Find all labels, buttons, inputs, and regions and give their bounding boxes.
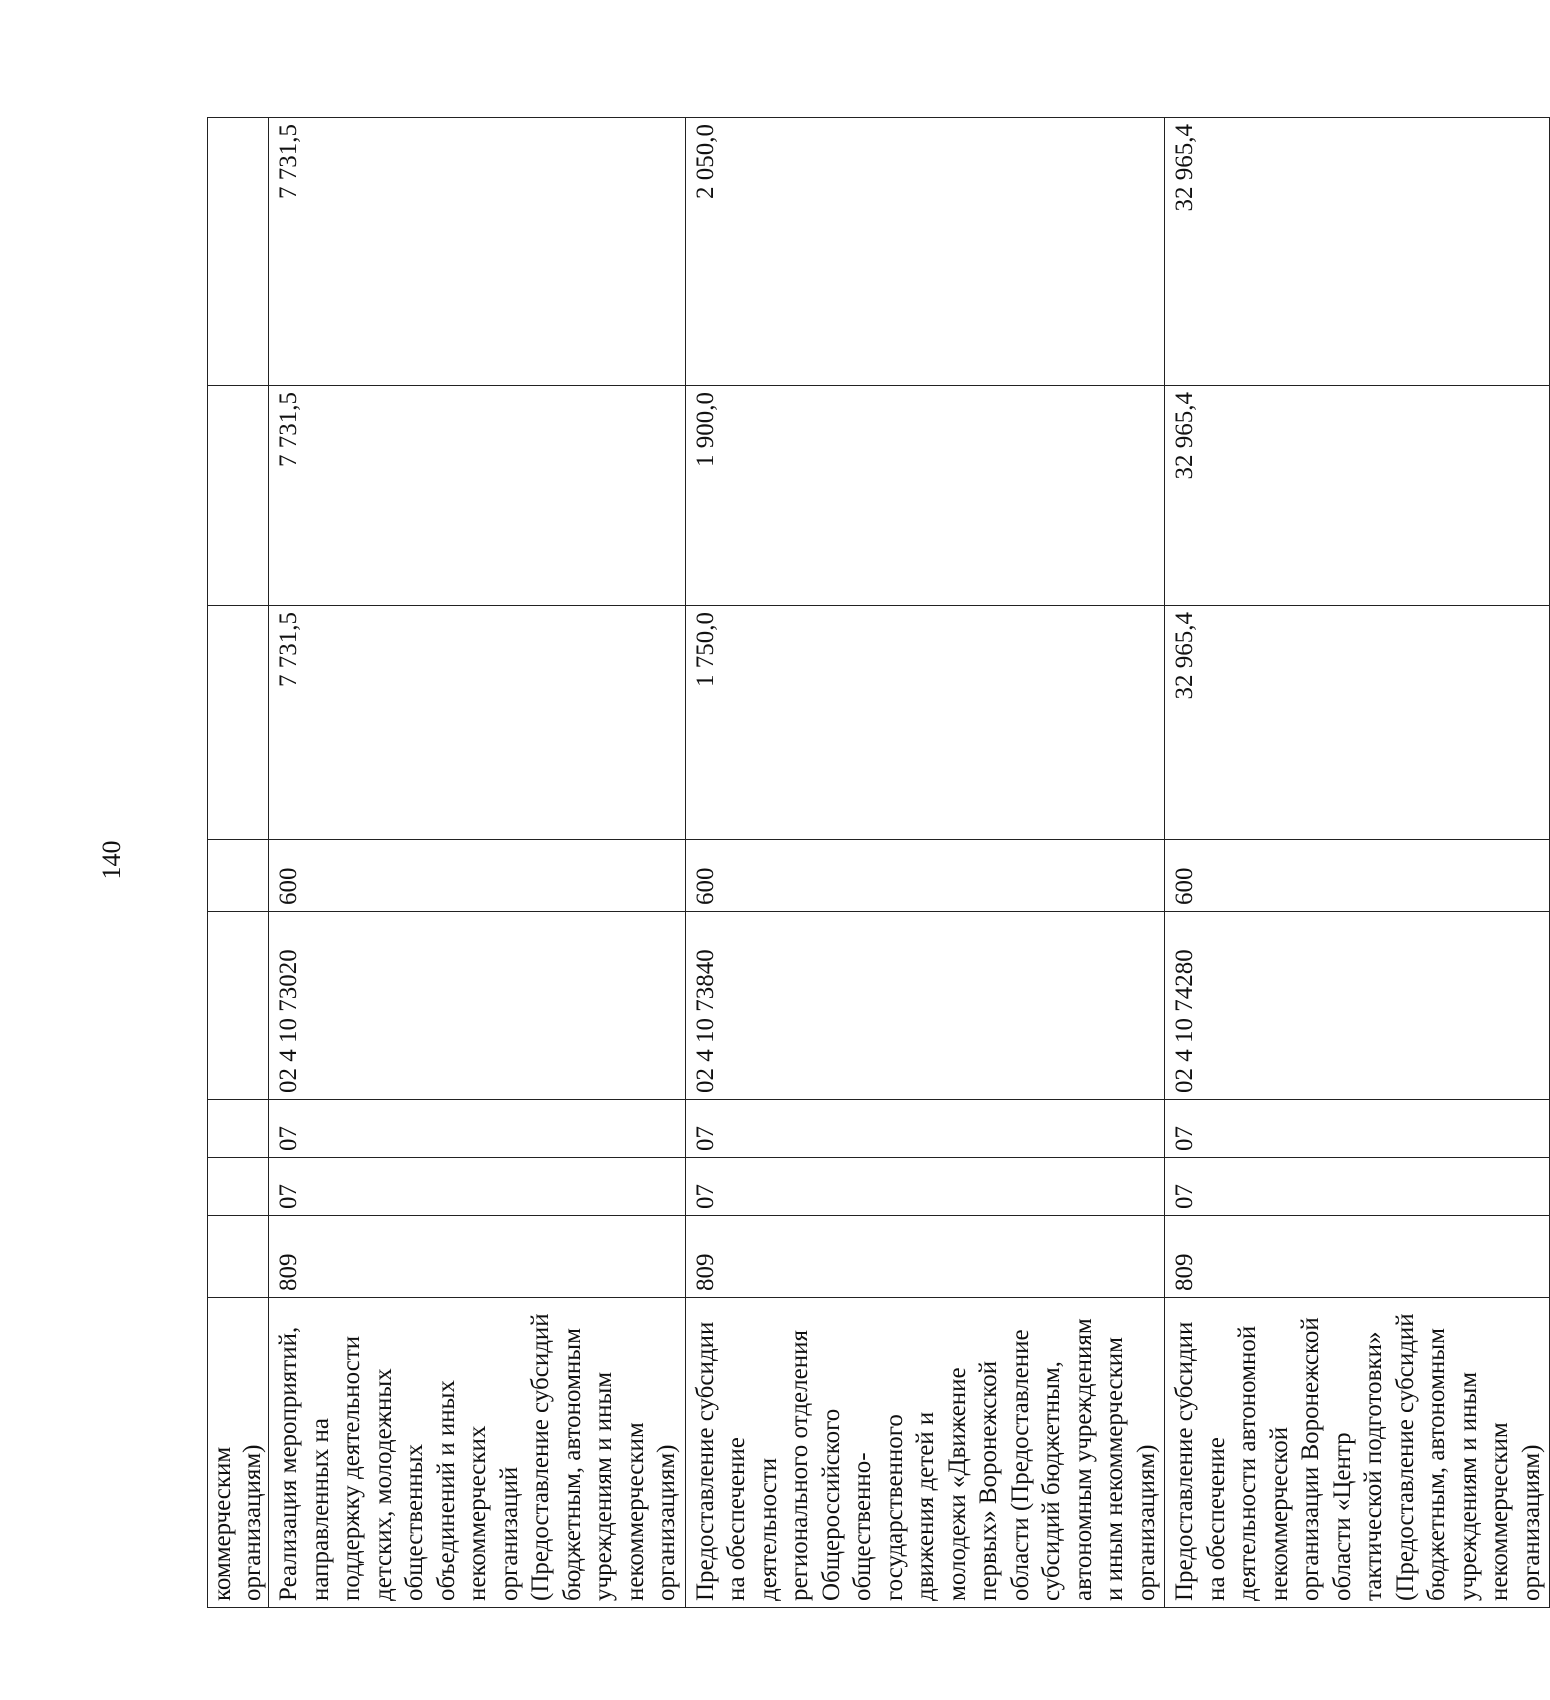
table-row xyxy=(269,118,686,1608)
budget-table xyxy=(207,117,1550,1608)
row-description: Предоставление субсидии на обеспечение деятельности регионального отделения Общероссийского общественно-государственного движения детей и молодежи «Движение первых» Воронежской области (Предоставление субсидий бюджетным, автономным учреждениям и иным некоммерческим организациям) xyxy=(685,1298,1165,1608)
expense-type-code: 600 xyxy=(269,840,686,912)
section-code: 07 xyxy=(1165,1158,1550,1216)
empty-cell xyxy=(208,118,269,386)
subsection-code: 07 xyxy=(1165,1100,1550,1158)
empty-cell xyxy=(208,912,269,1100)
target-article-code: 02 4 10 73020 xyxy=(269,912,686,1100)
expense-type-code: 600 xyxy=(685,840,1165,912)
amount-year-3: 32 965,4 xyxy=(1165,118,1550,386)
table-row xyxy=(685,118,1165,1608)
grbs-code: 809 xyxy=(1165,1216,1550,1298)
continuation-text: коммерческим организациям) xyxy=(208,1298,269,1608)
section-code: 07 xyxy=(269,1158,686,1216)
amount-year-2: 1 900,0 xyxy=(685,386,1165,606)
page-number: 140 xyxy=(97,840,126,880)
table-container xyxy=(207,118,1545,1608)
amount-year-1: 7 731,5 xyxy=(269,606,686,840)
amount-year-2: 7 731,5 xyxy=(269,386,686,606)
grbs-code: 809 xyxy=(269,1216,686,1298)
amount-year-3: 7 731,5 xyxy=(269,118,686,386)
rotated-table-frame xyxy=(207,118,1545,1608)
empty-cell xyxy=(208,606,269,840)
table-row-continuation xyxy=(208,118,269,1608)
empty-cell xyxy=(208,1216,269,1298)
amount-year-1: 32 965,4 xyxy=(1165,606,1550,840)
section-code: 07 xyxy=(685,1158,1165,1216)
empty-cell xyxy=(208,840,269,912)
table-row xyxy=(1165,118,1550,1608)
subsection-code: 07 xyxy=(269,1100,686,1158)
empty-cell xyxy=(208,1158,269,1216)
row-description: Реализация мероприятий, направленных на поддержку деятельности детских, молодежных общественных объединений и иных некоммерческих организаций (Предоставление субсидий бюджетным, автономным учреждениям и иным некоммерческим организациям) xyxy=(269,1298,686,1608)
empty-cell xyxy=(208,386,269,606)
subsection-code: 07 xyxy=(685,1100,1165,1158)
amount-year-1: 1 750,0 xyxy=(685,606,1165,840)
amount-year-3: 2 050,0 xyxy=(685,118,1165,386)
expense-type-code: 600 xyxy=(1165,840,1550,912)
empty-cell xyxy=(208,1100,269,1158)
row-description: Предоставление субсидии на обеспечение деятельности автономной некоммерческой организации Воронежской области «Центр тактической подготовки» (Предоставление субсидий бюджетным, автономным учреждениям и иным некоммерческим организациям) xyxy=(1165,1298,1550,1608)
amount-year-2: 32 965,4 xyxy=(1165,386,1550,606)
target-article-code: 02 4 10 74280 xyxy=(1165,912,1550,1100)
grbs-code: 809 xyxy=(685,1216,1165,1298)
target-article-code: 02 4 10 73840 xyxy=(685,912,1165,1100)
